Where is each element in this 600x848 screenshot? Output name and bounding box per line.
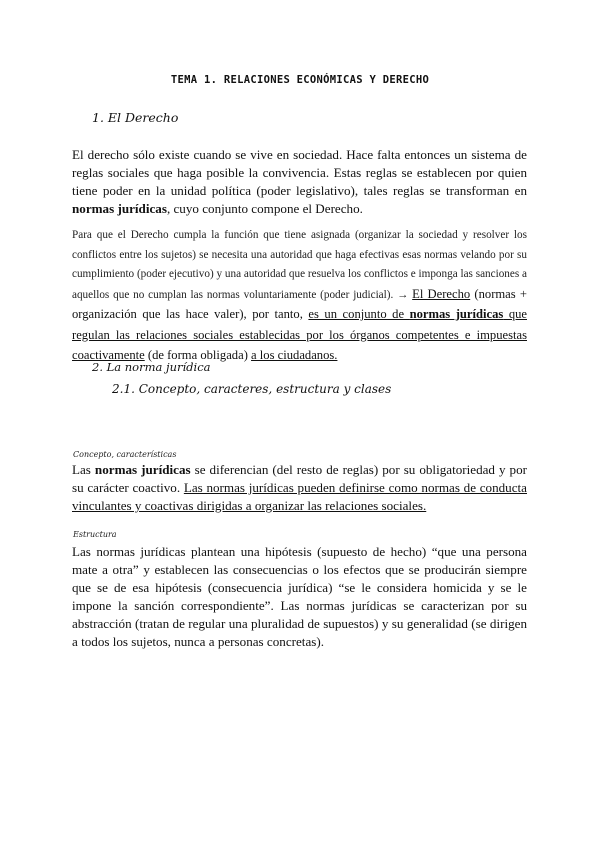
bold-term: normas jurídicas (94, 462, 191, 477)
section-heading-norma: 2. La norma jurídica (92, 360, 211, 374)
underlined-text: a los ciudadanos. (251, 348, 338, 362)
paragraph-derecho-funcion (72, 226, 527, 367)
text-run: se diferencian (del resto de reglas) por su obligatoriedad y por su carácter coactivo. (72, 462, 527, 495)
paragraph-estructura: Las normas jurídicas plantean una hipótesis (supuesto de hecho) “que una persona mate a otra” y establecen las consecuencias o los efectos que se producirán siempre que se de esa hipótesis (consecuencia jurídica) “se le considera homicida y se le impone la sanción correspondiente”. Las normas jurídicas se caracterizan por su abstracción (tratan de regular una pluralidad de supuestos) y su generalidad (se dirigen a todos los sujetos, nunca a personas concretas). (72, 544, 527, 649)
subsection-heading-concepto: 2.1. Concepto, caracteres, estructura y clases (112, 382, 392, 396)
text-run: Las (72, 462, 95, 477)
text-run: El derecho sólo existe cuando se vive en sociedad. Hace falta entonces un sistema de reglas sociales que haga posible la convivencia. Estas reglas se establecen por quien tiene poder en la unidad política (poder legislativo), tales reglas se transforman en (72, 147, 527, 198)
label-estructura: Estructura (73, 530, 117, 539)
label-concepto: Concepto, características (73, 450, 177, 459)
text-run: (normas + organización que las hace valer), por tanto, (72, 286, 527, 321)
bold-underlined-term: normas jurídicas (409, 307, 504, 321)
section-heading-derecho: 1. El Derecho (92, 110, 179, 125)
paragraph-concepto (72, 461, 527, 515)
paragraph-derecho-intro (72, 146, 527, 218)
text-run: (de forma obligada) (144, 348, 252, 362)
underlined-term: El Derecho (412, 286, 471, 301)
bold-term: normas jurídicas (72, 201, 167, 216)
underlined-text: es un conjunto de (308, 307, 410, 321)
underlined-text: Las normas jurídicas pueden definirse como normas de conducta vinculantes y coactivas dirigidas a organizar las relaciones sociales. (72, 480, 527, 513)
text-run: Para que el Derecho cumpla la función que tiene asignada (organizar la sociedad y resolver los conflictos entre los sujetos) se necesita una autoridad que haga efectivas esas normas velando por su cumplimiento (poder ejecutivo) y una autoridad que resuelva los conflictos e imponga las sanciones a aquellos que no cumplan las normas voluntariamente (poder judicial). → (72, 229, 527, 301)
underlined-text: que regulan las relaciones sociales establecidas por los órganos competentes e impuestas coactivamente (72, 307, 527, 362)
text-run: , cuyo conjunto compone el Derecho. (166, 201, 363, 216)
document-title: TEMA 1. RELACIONES ECONÓMICAS Y DERECHO (170, 74, 430, 86)
